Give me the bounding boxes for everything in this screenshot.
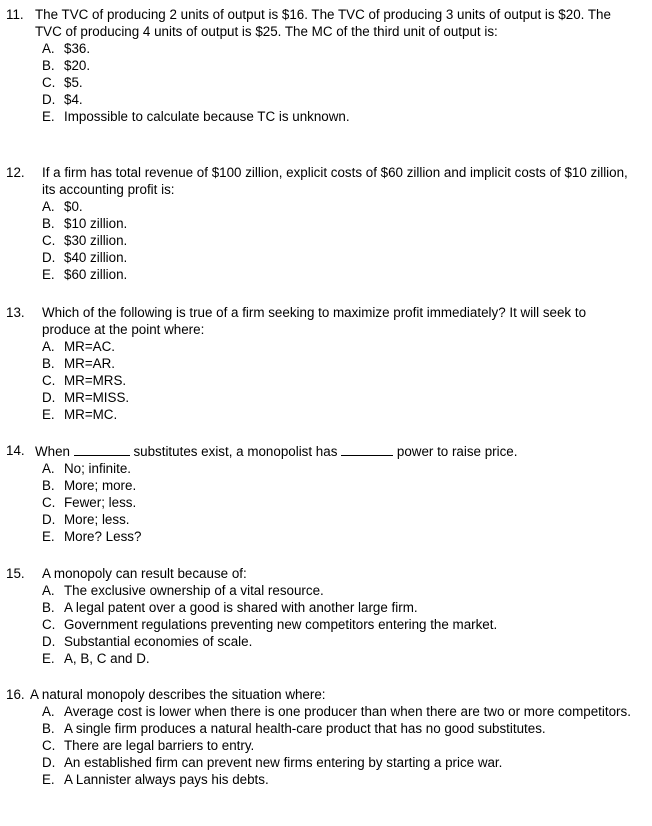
option-text: An established firm can prevent new firms entering by starting a price war. — [64, 755, 503, 770]
option-text: MR=MC. — [64, 407, 118, 422]
option-letter: B. — [42, 600, 55, 615]
option-letter: E. — [42, 651, 55, 666]
question-stem — [6, 164, 631, 198]
option-letter: B. — [42, 478, 55, 493]
option-item — [6, 266, 631, 283]
question-11 — [6, 6, 631, 125]
option-text: More; more. — [64, 478, 137, 493]
option-text: MR=AC. — [64, 339, 115, 354]
question-number: 14. — [6, 443, 25, 458]
option-text: No; infinite. — [64, 461, 131, 476]
option-text: $36. — [64, 41, 91, 56]
question-number: 11. — [6, 7, 24, 22]
option-letter: A. — [42, 339, 55, 354]
question-14 — [6, 442, 631, 545]
option-letter: C. — [42, 75, 56, 90]
option-letter: E. — [42, 407, 55, 422]
option-item — [6, 737, 631, 754]
option-list — [6, 582, 631, 667]
option-letter: D. — [42, 634, 56, 649]
question-text-part: substitutes exist, a monopolist has — [133, 444, 338, 459]
option-text: MR=MISS. — [64, 390, 130, 405]
question-number: 13. — [6, 305, 25, 320]
option-text: $5. — [64, 75, 83, 90]
option-letter: B. — [42, 216, 55, 231]
option-item — [6, 511, 631, 528]
option-list — [6, 338, 631, 423]
question-stem — [6, 442, 631, 460]
option-letter: D. — [42, 92, 56, 107]
question-text: A monopoly can result because of: — [42, 566, 247, 581]
option-text: $4. — [64, 92, 83, 107]
option-item — [6, 460, 631, 477]
option-text: Fewer; less. — [64, 495, 137, 510]
option-letter: A. — [42, 704, 55, 719]
option-text: There are legal barriers to entry. — [64, 738, 255, 753]
question-stem — [6, 304, 631, 338]
question-stem — [6, 686, 631, 703]
option-letter: B. — [42, 356, 55, 371]
option-item — [6, 582, 631, 599]
option-item — [6, 528, 631, 545]
option-text: $0. — [64, 199, 83, 214]
option-item — [6, 57, 631, 74]
question-text-part: power to raise price. — [396, 444, 518, 459]
option-text: MR=AR. — [64, 356, 115, 371]
option-item — [6, 703, 631, 720]
option-letter: E. — [42, 109, 55, 124]
question-text-part: When — [35, 444, 70, 459]
option-text: The exclusive ownership of a vital resource. — [64, 583, 324, 598]
option-text: Average cost is lower when there is one producer than when there are two or more competitors. — [64, 704, 631, 719]
question-13 — [6, 304, 631, 423]
answer-blank — [74, 442, 130, 456]
option-item — [6, 616, 631, 633]
option-letter: E. — [42, 529, 55, 544]
option-text: A legal patent over a good is shared with another large firm. — [64, 600, 418, 615]
option-item — [6, 215, 631, 232]
option-list — [6, 198, 631, 283]
option-text: Substantial economies of scale. — [64, 634, 253, 649]
option-text: Government regulations preventing new competitors entering the market. — [64, 617, 498, 632]
option-text: A, B, C and D. — [64, 651, 150, 666]
option-item — [6, 355, 631, 372]
option-letter: B. — [42, 58, 55, 73]
question-text: Which of the following is true of a firm seeking to maximize profit immediately? It will seek to produce at the point where: — [42, 305, 587, 337]
option-item — [6, 249, 631, 266]
option-letter: A. — [42, 199, 55, 214]
option-text: $60 zillion. — [64, 267, 128, 282]
option-list — [6, 703, 631, 788]
option-letter: C. — [42, 738, 56, 753]
option-text: A Lannister always pays his debts. — [64, 772, 269, 787]
option-item — [6, 338, 631, 355]
question-15 — [6, 565, 631, 667]
option-letter: D. — [42, 755, 56, 770]
option-list — [6, 460, 631, 545]
option-item — [6, 406, 631, 423]
option-letter: B. — [42, 721, 55, 736]
option-item — [6, 372, 631, 389]
option-letter: E. — [42, 772, 55, 787]
option-item — [6, 754, 631, 771]
question-text: If a firm has total revenue of $100 zillion, explicit costs of $60 zillion and implicit costs of $10 zillion, its accounting profit is: — [42, 165, 628, 197]
option-text: MR=MRS. — [64, 373, 127, 388]
option-text: A single firm produces a natural health-care product that has no good substitutes. — [64, 721, 546, 736]
question-stem — [6, 565, 631, 582]
question-16 — [6, 686, 631, 788]
question-12 — [6, 164, 631, 283]
option-item — [6, 232, 631, 249]
question-number: 16. — [6, 687, 25, 702]
option-letter: A. — [42, 41, 55, 56]
option-text: $20. — [64, 58, 91, 73]
option-letter: C. — [42, 233, 56, 248]
answer-blank — [341, 442, 393, 456]
option-letter: A. — [42, 583, 55, 598]
option-letter: E. — [42, 267, 55, 282]
option-item — [6, 494, 631, 511]
option-item — [6, 389, 631, 406]
option-text: $30 zillion. — [64, 233, 128, 248]
option-letter: C. — [42, 495, 56, 510]
option-item — [6, 771, 631, 788]
option-item — [6, 599, 631, 616]
option-letter: D. — [42, 512, 56, 527]
question-text: A natural monopoly describes the situation where: — [30, 687, 326, 702]
option-text: Impossible to calculate because TC is unknown. — [64, 109, 350, 124]
option-item — [6, 74, 631, 91]
option-letter: A. — [42, 461, 55, 476]
option-item — [6, 650, 631, 667]
option-text: $40 zillion. — [64, 250, 128, 265]
option-letter: D. — [42, 250, 56, 265]
option-text: $10 zillion. — [64, 216, 128, 231]
question-stem — [6, 6, 631, 40]
question-text: The TVC of producing 2 units of output is $16. The TVC of producing 3 units of output is $20. The TVC of producing 4 units of output is $25. The MC of the third unit of output is: — [35, 7, 611, 39]
option-item — [6, 198, 631, 215]
option-item — [6, 720, 631, 737]
option-text: More; less. — [64, 512, 130, 527]
option-letter: C. — [42, 373, 56, 388]
option-text: More? Less? — [64, 529, 142, 544]
option-letter: C. — [42, 617, 56, 632]
option-letter: D. — [42, 390, 56, 405]
option-list — [6, 40, 631, 125]
question-number: 12. — [6, 165, 25, 180]
option-item — [6, 477, 631, 494]
option-item — [6, 40, 631, 57]
option-item — [6, 108, 631, 125]
option-item — [6, 91, 631, 108]
question-number: 15. — [6, 566, 25, 581]
option-item — [6, 633, 631, 650]
